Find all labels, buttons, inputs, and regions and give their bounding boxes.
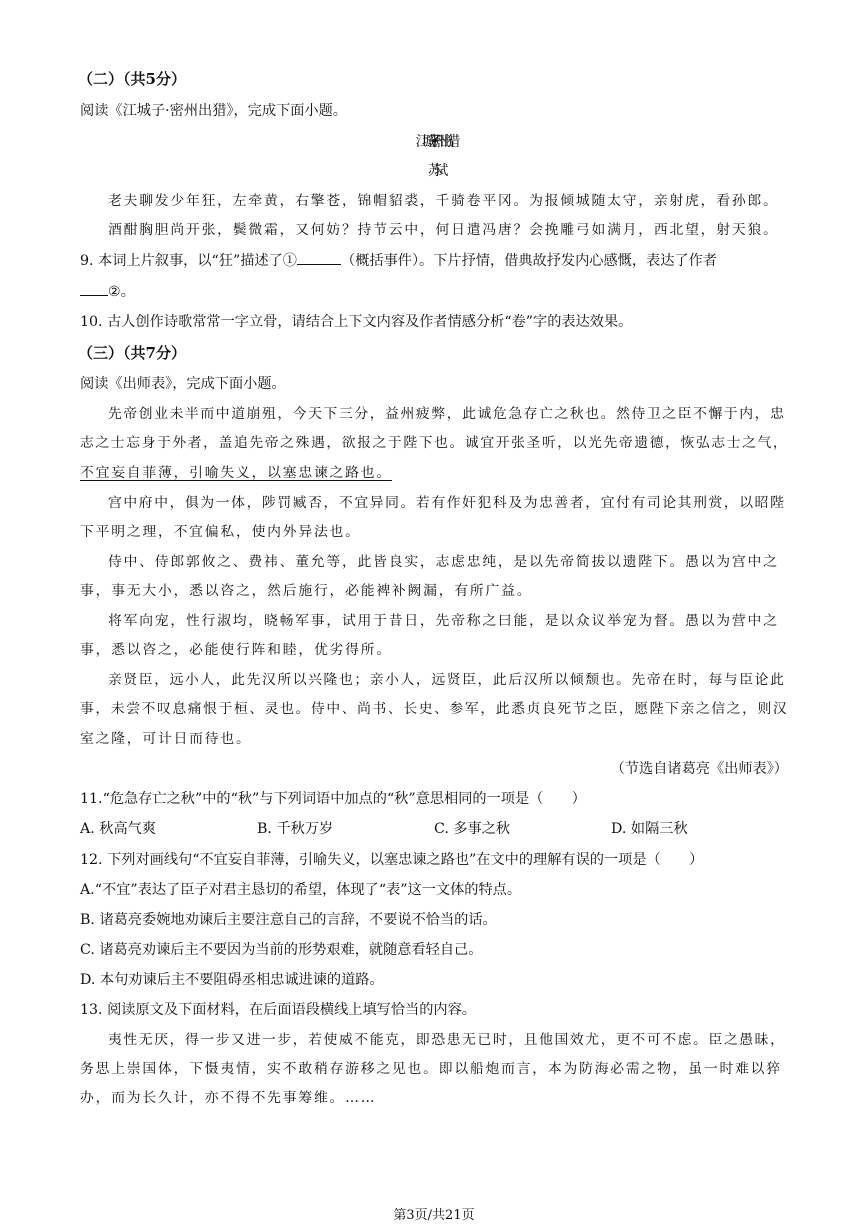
- question-11: 11.“危急存亡之秋”中的“秋”与下列词语中加点的“秋”意思相同的一项是（ ）: [80, 791, 586, 807]
- material-line-3: 办，而为长久计，亦不得不先事筹维。……: [80, 1090, 377, 1106]
- section-intro-2: 阅读《江城子·密州出猎》，完成下面小题。: [80, 103, 347, 119]
- passage-p4-line-1: 将军向宠，性行淑均，晓畅军事，试用于昔日，先帝称之曰能，是以众议举宠为督。愚以为营中之: [108, 613, 779, 629]
- q12-option-a[interactable]: A.“不宜”表达了臣子对君主恳切的希望，体现了“表”这一文体的特点。: [80, 882, 522, 898]
- passage-p5-line-2: 事，未尝不叹息痛恨于桓、灵也。侍中、尚书、长史、参军，此悉贞良死节之臣，愿陛下亲之信之，则汉: [80, 701, 789, 717]
- q12-option-d[interactable]: D. 本句劝谏后主不要阻碍丞相忠诚进谏的道路。: [80, 972, 384, 988]
- page-footer: 第3页/共21页: [393, 1208, 475, 1223]
- passage-p4-line-2: 事，悉以咨之，必能使行阵和睦，优劣得所。: [80, 642, 392, 658]
- section-intro-3: 阅读《出师表》，完成下面小题。: [80, 376, 286, 392]
- question-9-part-c: ②。: [108, 284, 135, 300]
- question-13: 13. 阅读原文及下面材料，在后面语段横线上填写恰当的内容。: [80, 1002, 476, 1018]
- material-line-1: 夷性无厌，得一步又进一步，若使威不能克，即恐患无已时，且他国效尤，更不可不虑。臣之愚昧，: [108, 1032, 786, 1048]
- question-9-part-a: 9. 本词上片叙事，以“狂”描述了①: [80, 253, 297, 269]
- passage-source: （节选自诸葛亮《出师表》）: [610, 761, 788, 777]
- poem-title: 江城子 • 密州出猎: [415, 134, 453, 150]
- poem-author: 苏轼: [427, 163, 441, 179]
- passage-p1-line-1: 先帝创业未半而中道崩殂，今天下三分，益州疲弊，此诚危急存亡之秋也。然侍卫之臣不懈于内，忠: [108, 406, 786, 422]
- passage-p5-line-3: 室之隆，可计日而待也。: [80, 731, 252, 747]
- passage-p1-line-2: 志之士忘身于外者，盖追先帝之殊遇，欲报之于陛下也。诚宜开张圣听，以光先帝遗德，恢弘志士之气，: [80, 435, 789, 451]
- q11-option-c[interactable]: C. 多事之秋: [434, 821, 511, 837]
- q12-option-b[interactable]: B. 诸葛亮委婉地劝谏后主要注意自己的言辞，不要说不恰当的话。: [80, 912, 497, 928]
- q11-option-b[interactable]: B. 千秋万岁: [257, 821, 334, 837]
- question-10: 10. 古人创作诗歌常常一字立骨，请结合上下文内容及作者情感分析“卷”字的表达效果。: [80, 314, 633, 330]
- answer-blank-1[interactable]: [297, 250, 341, 265]
- q12-option-c[interactable]: C. 诸葛亮劝谏后主不要因为当前的形势艰难，就随意看轻自己。: [80, 942, 483, 958]
- passage-p3-line-1: 侍中、侍郎郭攸之、费祎、董允等，此皆良实，志虑忠纯，是以先帝简拔以遗陛下。愚以为宫中之: [108, 554, 779, 570]
- passage-p5-line-1: 亲贤臣，远小人，此先汉所以兴隆也；亲小人，远贤臣，此后汉所以倾颓也。先帝在时，每与臣论此: [108, 672, 786, 688]
- question-9-continued: [80, 281, 135, 303]
- q11-option-a[interactable]: A. 秋高气爽: [80, 821, 157, 837]
- material-line-2: 务思上崇国体，下慑夷情，实不敢稍存游移之见也。即以船炮而言，本为防海必需之物，虽一时难以猝: [80, 1061, 782, 1077]
- passage-p2-line-1: 宫中府中，俱为一体，陟罚臧否，不宜异同。若有作奸犯科及为忠善者，宜付有司论其刑赏，以昭陛: [108, 495, 786, 511]
- section-heading-3: （三）（共7分）: [78, 344, 186, 362]
- passage-p2-line-2: 下平明之理，不宜偏私，使内外异法也。: [80, 524, 361, 540]
- question-9: [80, 250, 717, 272]
- question-12: 12. 下列对画线句“不宜妄自菲薄，引喻失义，以塞忠谏之路也”在文中的理解有误的一项是（ ）: [80, 852, 704, 868]
- passage-p3-line-2: 事，事无大小，悉以咨之，然后施行，必能裨补阙漏，有所广益。: [80, 583, 533, 599]
- passage-underlined-sentence: 不宜妄自菲薄，引喻失义，以塞忠谏之路也。: [80, 465, 392, 481]
- poem-line-1: 老夫聊发少年狂，左牵黄，右擎苍，锦帽貂裘，千骑卷平冈。为报倾城随太守，亲射虎，看孙郎。: [108, 193, 779, 209]
- poem-line-2: 酒酣胸胆尚开张，鬓微霜，又何妨？持节云中，何日遣冯唐？会挽雕弓如满月，西北望，射天狼。: [108, 222, 779, 238]
- section-heading-2: （二）（共5分）: [78, 70, 186, 88]
- answer-blank-2[interactable]: [80, 281, 108, 296]
- q11-option-d[interactable]: D. 如隔三秋: [611, 821, 688, 837]
- question-9-part-b: （概括事件）。下片抒情，借典故抒发内心感慨，表达了作者: [341, 253, 717, 269]
